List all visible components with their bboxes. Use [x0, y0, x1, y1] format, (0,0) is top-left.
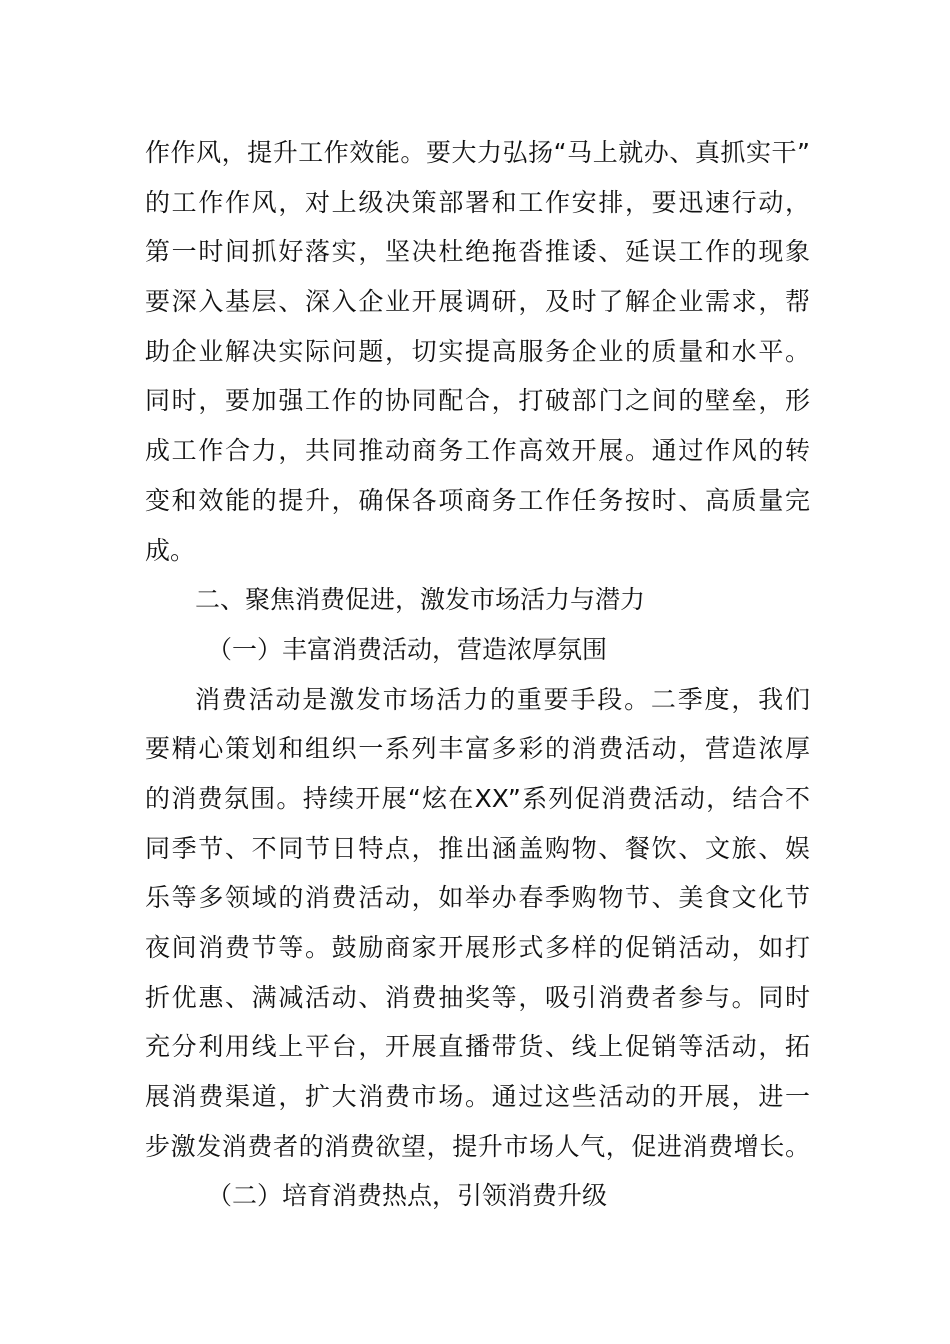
text-line: 消费活动是激发市场活力的重要手段。二季度，我们 [195, 684, 810, 714]
subsection-heading: （二）培育消费热点，引领消费升级 [207, 1181, 608, 1211]
text-line: 的工作作风，对上级决策部署和工作安排，要迅速行动， [145, 187, 810, 217]
document-body [145, 128, 810, 1221]
text-line: 乐等多领域的消费活动，如举办春季购物节、美食文化节 [145, 883, 810, 913]
text-line: 要深入基层、深入企业开展调研，及时了解企业需求，帮 [145, 287, 810, 317]
text-line: 折优惠、满减活动、消费抽奖等，吸引消费者参与。同时 [145, 982, 810, 1012]
text-line: 充分利用线上平台，开展直播带货、线上促销等活动，拓 [145, 1032, 810, 1062]
text-line: 助企业解决实际问题，切实提高服务企业的质量和水平。 [145, 336, 810, 366]
text-line: 变和效能的提升，确保各项商务工作任务按时、高质量完 [145, 485, 810, 515]
text-line: 成工作合力，共同推动商务工作高效开展。通过作风的转 [145, 436, 810, 466]
section-heading: 二、聚焦消费促进，激发市场活力与潜力 [195, 585, 646, 615]
text-line: 要精心策划和组织一系列丰富多彩的消费活动，营造浓厚 [145, 734, 810, 764]
text-line: 夜间消费节等。鼓励商家开展形式多样的促销活动，如打 [145, 933, 810, 962]
text-line: 同季节、不同节日特点，推出涵盖购物、餐饮、文旅、娱 [145, 833, 810, 863]
text-line: 同时，要加强工作的协同配合，打破部门之间的壁垒，形 [145, 386, 810, 416]
text-line: 作作风，提升工作效能。要大力弘扬“马上就办、真抓实干” [145, 138, 810, 167]
subsection-heading: （一）丰富消费活动，营造浓厚氛围 [207, 634, 608, 664]
text-line: 步激发消费者的消费欲望，提升市场人气，促进消费增长。 [145, 1131, 810, 1161]
text-line: 第一时间抓好落实，坚决杜绝拖沓推诿、延误工作的现象 [145, 237, 810, 267]
text-line: 的消费氛围。持续开展“炫在XX”系列促消费活动，结合不 [145, 783, 810, 813]
text-line: 成。 [145, 535, 196, 565]
text-line: 展消费渠道，扩大消费市场。通过这些活动的开展，进一 [145, 1082, 810, 1112]
